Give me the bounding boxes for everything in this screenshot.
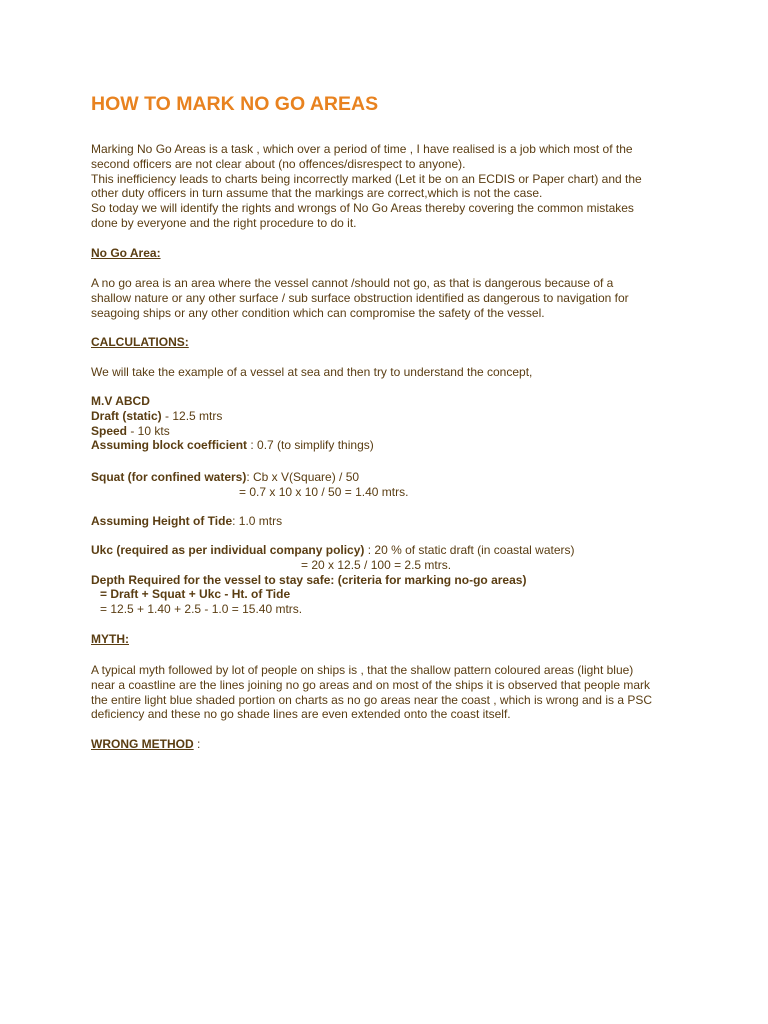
myth-line: near a coastline are the lines joining no go areas and on most of the ships it is observed that people mark bbox=[91, 677, 651, 692]
depth-required-label: Depth Required for the vessel to stay safe: (criteria for marking no-go areas) bbox=[91, 572, 527, 587]
calculations-heading: CALCULATIONS: bbox=[91, 335, 189, 349]
tide-line: Assuming Height of Tide: 1.0 mtrs bbox=[91, 514, 283, 528]
speed-line: Speed - 10 kts bbox=[91, 423, 170, 438]
page-title: HOW TO MARK NO GO AREAS bbox=[91, 93, 379, 115]
draft-line: Draft (static) - 12.5 mtrs bbox=[91, 408, 223, 423]
intro-line: So today we will identify the rights and wrongs of No Go Areas thereby covering the common mistakes bbox=[91, 201, 634, 216]
myth-paragraph bbox=[91, 663, 691, 722]
block-coefficient-line: Assuming block coefficient : 0.7 (to simplify things) bbox=[91, 438, 374, 453]
ukc-calculation: = 20 x 12.5 / 100 = 2.5 mtrs. bbox=[301, 557, 452, 572]
myth-line: A typical myth followed by lot of people on ships is , that the shallow pattern coloured areas (light blue) bbox=[91, 663, 634, 677]
myth-heading: MYTH: bbox=[91, 632, 129, 646]
intro-line: Marking No Go Areas is a task , which over a period of time , I have realised is a job which most of the bbox=[91, 142, 633, 156]
depth-calculation: = 12.5 + 1.40 + 2.5 - 1.0 = 15.40 mtrs. bbox=[100, 602, 303, 617]
vessel-name: M.V ABCD bbox=[91, 394, 150, 408]
calculations-intro: We will take the example of a vessel at sea and then try to understand the concept, bbox=[91, 365, 533, 379]
squat-calculation: = 0.7 x 10 x 10 / 50 = 1.40 mtrs. bbox=[239, 484, 409, 499]
squat-section bbox=[91, 470, 691, 500]
ukc-depth-section bbox=[91, 543, 691, 617]
intro-line: done by everyone and the right procedure to do it. bbox=[91, 215, 357, 230]
wrong-method-heading: WRONG METHOD : bbox=[91, 737, 201, 751]
no-go-area-line: shallow nature or any other surface / sub surface obstruction identified as dangerous to navigation for bbox=[91, 290, 629, 305]
no-go-area-line: seagoing ships or any other condition which can compromise the safety of the vessel. bbox=[91, 305, 545, 320]
intro-line: second officers are not clear about (no offences/disrespect to anyone). bbox=[91, 156, 466, 171]
intro-line: other duty officers in turn assume that the markings are correct,which is not the case. bbox=[91, 186, 543, 201]
myth-line: deficiency and these no go shade lines are even extended onto the coast itself. bbox=[91, 707, 511, 722]
ukc-line: Ukc (required as per individual company policy) : 20 % of static draft (in coastal waters) bbox=[91, 543, 575, 557]
intro-paragraph bbox=[91, 142, 691, 231]
no-go-area-heading: No Go Area: bbox=[91, 246, 161, 260]
vessel-particulars bbox=[91, 394, 691, 453]
no-go-area-line: A no go area is an area where the vessel cannot /should not go, as that is dangerous because of a bbox=[91, 276, 614, 290]
squat-line: Squat (for confined waters): Cb x V(Square) / 50 bbox=[91, 470, 360, 484]
depth-formula: = Draft + Squat + Ukc - Ht. of Tide bbox=[100, 587, 291, 602]
intro-line: This inefficiency leads to charts being incorrectly marked (Let it be on an ECDIS or Paper chart) and the bbox=[91, 171, 642, 186]
no-go-area-paragraph bbox=[91, 276, 691, 320]
myth-line: the entire light blue shaded portion on charts as no go areas near the coast , which is wrong and is a PSC bbox=[91, 692, 652, 707]
